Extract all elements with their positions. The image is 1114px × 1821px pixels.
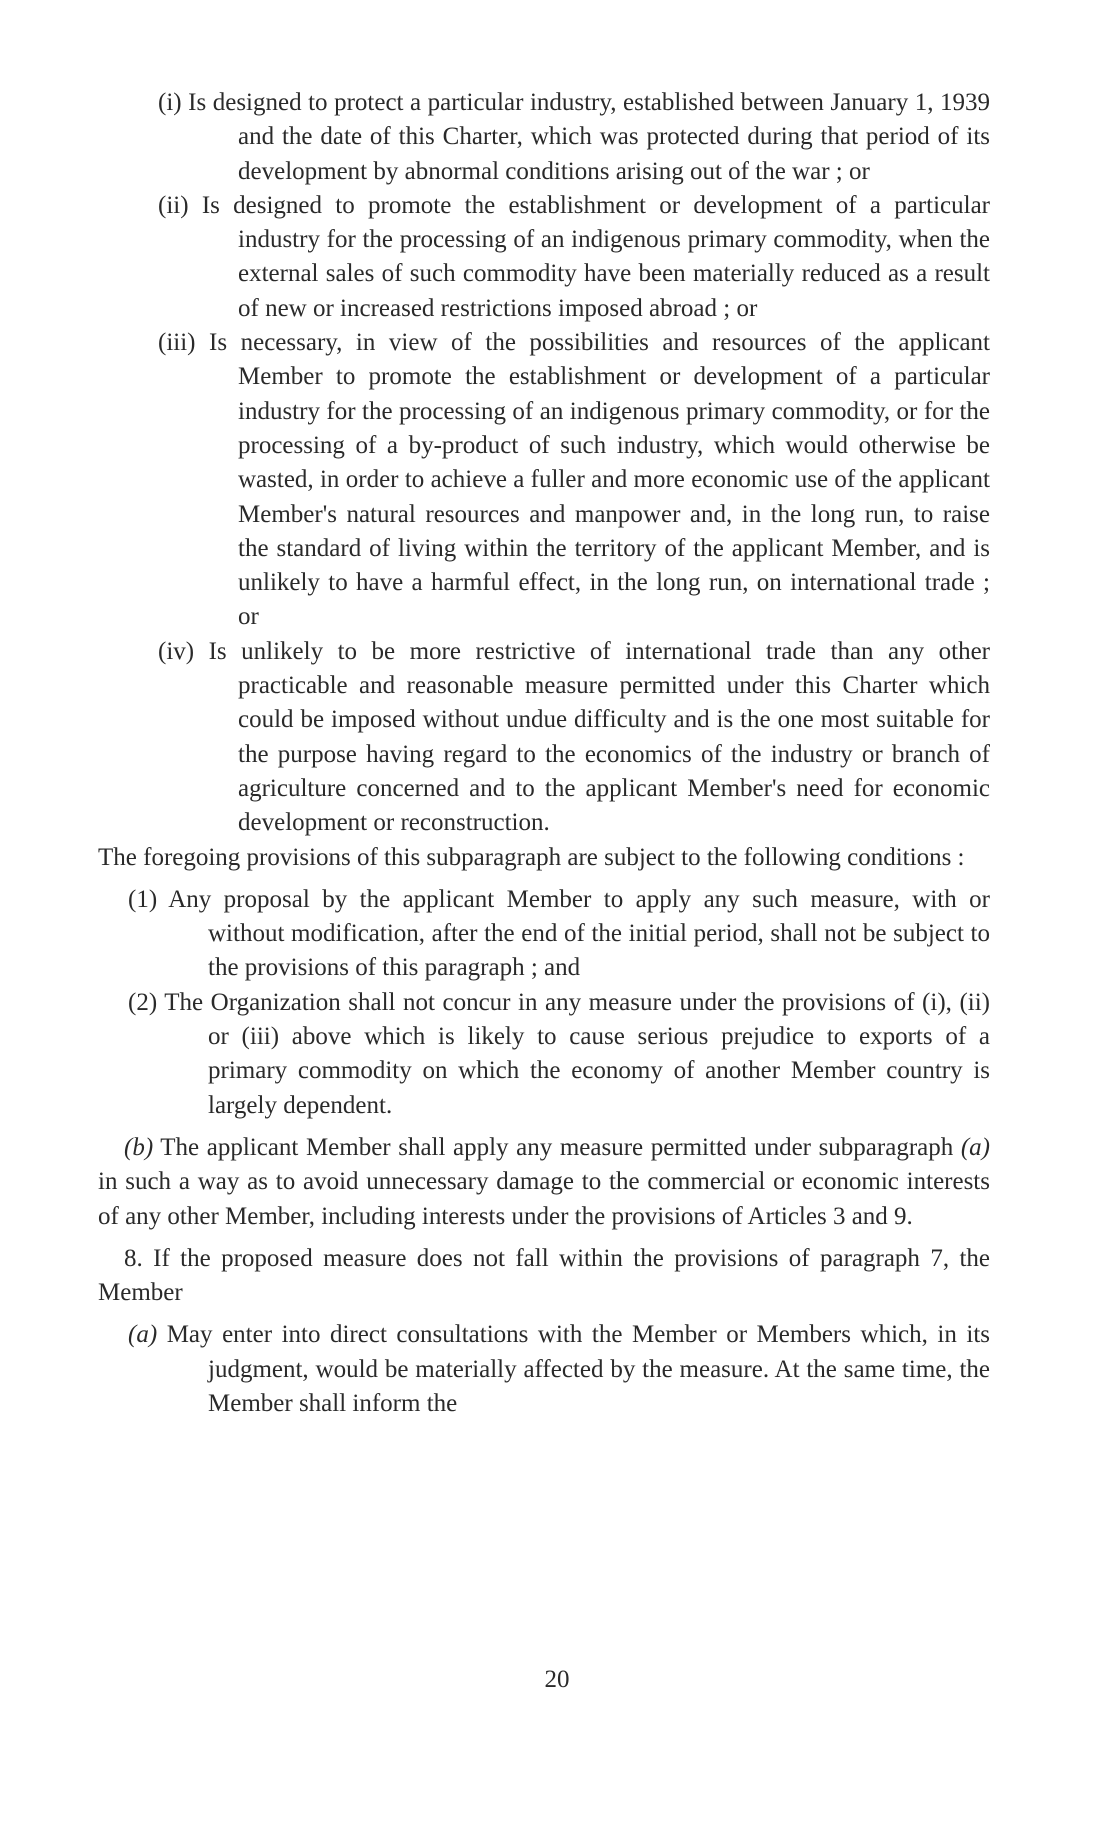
- paragraph-text-part: in such a way as to avoid unnecessary damage to the commercial or economic interests of any other Member, including interests under the provisions of Articles 3 and 9.: [98, 1168, 990, 1230]
- item-marker: (a): [128, 1321, 158, 1349]
- item-text: May enter into direct consultations with the Member or Members which, in its judgment, would be materially affected by the measure. At the same time, the Member shall inform the: [166, 1321, 990, 1417]
- paragraph-b: [98, 1131, 990, 1234]
- item-text: The Organization shall not concur in any measure under the provisions of (i), (ii) or (iii) above which is likely to cause serious prejudice to exports of a primary commodity on which the economy of another Member country is largely dependent.: [164, 988, 990, 1119]
- paragraph-8: 8. If the proposed measure does not fall within the provisions of paragraph 7, the Member: [98, 1244, 990, 1307]
- item-text: Is necessary, in view of the possibilities and resources of the applicant Member to promote the establishment or development of a particular industry for the processing of an indigenous primary commodity, or for the processing of a by-product of such industry, which would otherwise be wasted, in order to achieve a fuller and more economic use of the applicant Member's natural resources and manpower and, in the long run, to raise the standard of living within the territory of the applicant Member, and is unlikely to have a harmful effect, in the long run, on international trade ; or: [209, 329, 991, 631]
- item-text: Is designed to promote the establishment or development of a particular industry for the processing of an indigenous primary commodity, when the external sales of such commodity have been materially reduced as a result of new or increased restrictions imposed abroad ; or: [201, 191, 990, 322]
- item-text: Is unlikely to be more restrictive of international trade than any other practicable and reasonable measure permitted under this Charter which could be imposed without undue difficulty and is the one most suitable for the purpose having regard to the economics of the industry or branch of agriculture concerned and to the applicant Member's need for economic development or reconstruction.: [208, 637, 990, 837]
- item-marker: (2): [128, 988, 158, 1016]
- list-item-ii: [98, 189, 990, 326]
- page-number: 20: [544, 1666, 570, 1693]
- list-item-iii: [98, 326, 990, 635]
- paragraph-text-part: The applicant Member shall apply any measure permitted under subparagraph: [153, 1133, 961, 1161]
- item-marker: (ii): [158, 191, 189, 219]
- item-marker: (1): [128, 885, 158, 913]
- list-item-a: [98, 1318, 990, 1421]
- document-page: [98, 86, 990, 1421]
- condition-item-2: [98, 986, 990, 1123]
- item-marker: (i): [158, 89, 182, 116]
- list-item-iv: [98, 635, 990, 841]
- condition-item-1: [98, 883, 990, 986]
- inline-reference: (a): [960, 1133, 990, 1161]
- item-text: Is designed to protect a particular industry, established between January 1, 1939 and the date of this Charter, which was protected during that period of its development by abnormal conditions arising out of the war ; or: [188, 89, 991, 185]
- conditions-intro: The foregoing provisions of this subparagraph are subject to the following conditions :: [98, 843, 965, 871]
- item-marker: (iii): [158, 329, 196, 357]
- paragraph-marker: (b): [124, 1133, 154, 1161]
- item-marker: (iv): [158, 637, 195, 665]
- item-text: Any proposal by the applicant Member to apply any such measure, with or without modification, after the end of the initial period, shall not be subject to the provisions of this paragraph ; and: [168, 885, 990, 982]
- list-item-i: [98, 86, 990, 189]
